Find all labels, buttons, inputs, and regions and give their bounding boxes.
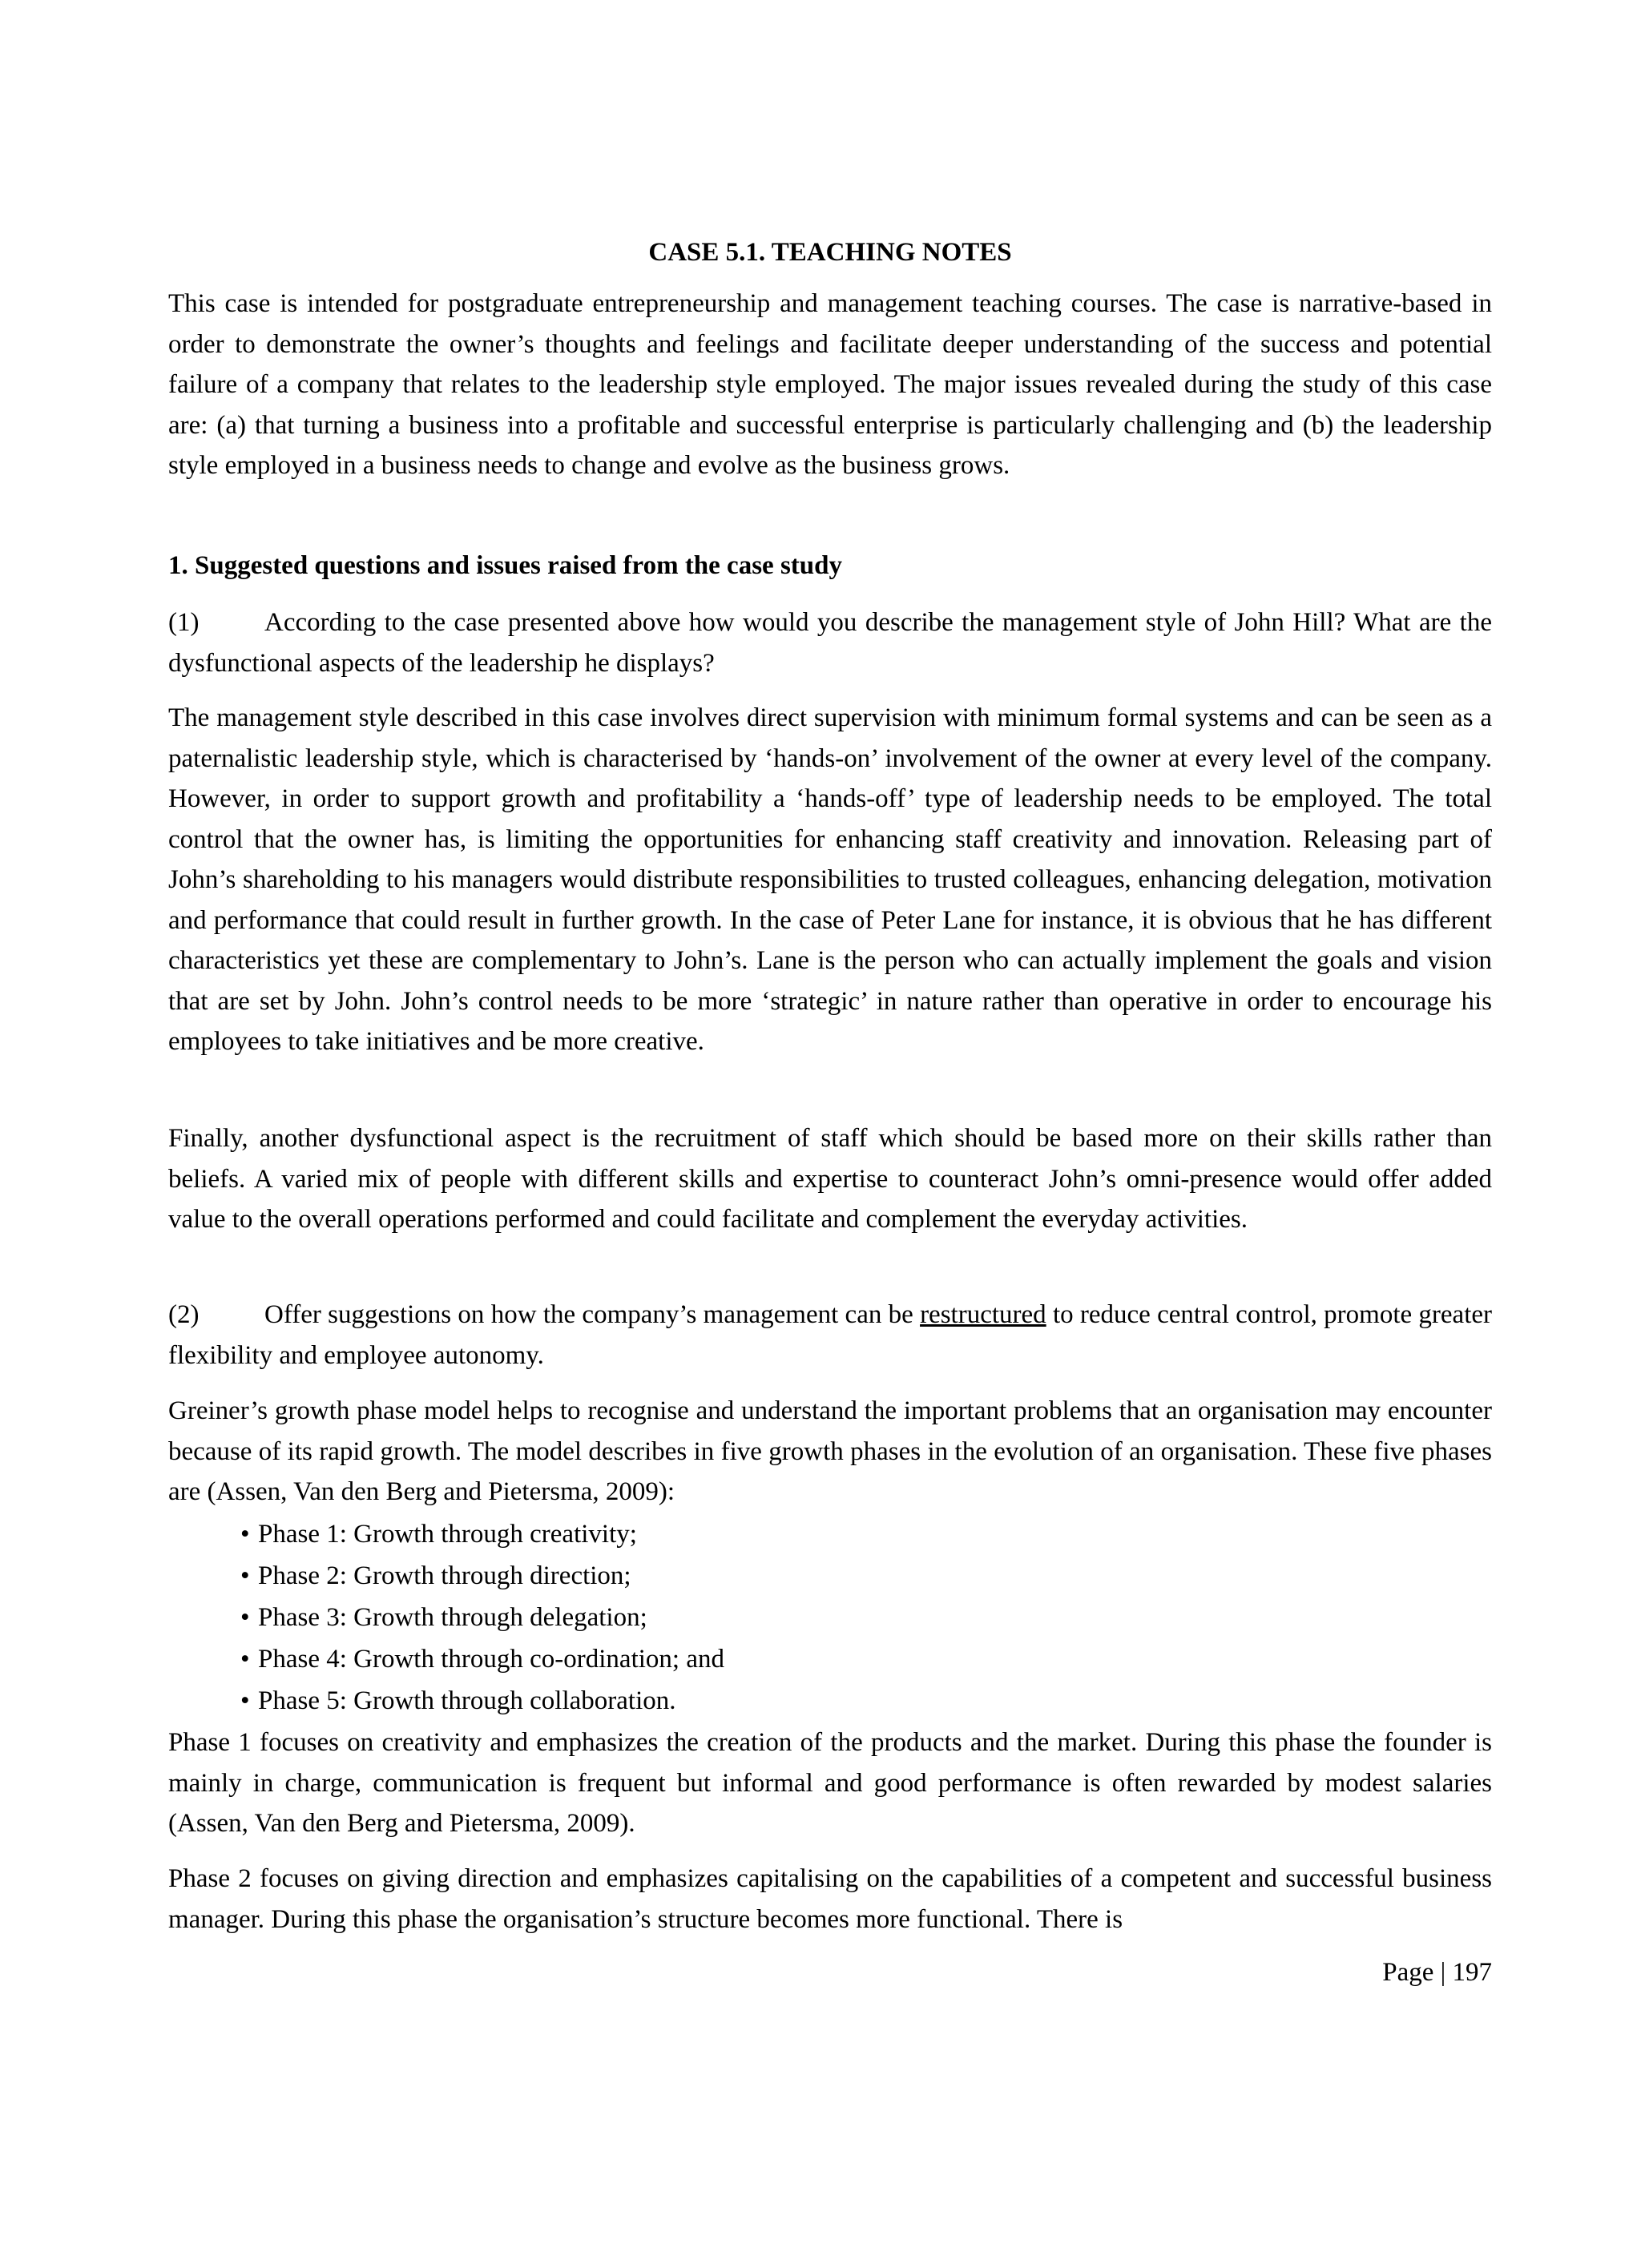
- question-text-end: to reduce central control, promote greater flexibility and employee autonomy.: [168, 1300, 1492, 1370]
- bullet-icon: •: [240, 1686, 250, 1715]
- question-1: [168, 602, 1492, 683]
- list-item: • Phase 2: Growth through direction;: [240, 1555, 1442, 1597]
- question-2: [168, 1295, 1492, 1376]
- management-style-paragraph: The management style described in this case involves direct supervision with minimum formal systems and can be seen as a paternalistic leadership style, which is characterised by ‘hands-on’ involvement of the owner at every level of the company. However, in order to support growth and profitability a ‘hands-off’ type of leadership needs to be employed. The total control that the owner has, is limiting the opportunities for enhancing staff creativity and innovation. Releasing part of John’s shareholding to his managers would distribute responsibilities to trusted colleagues, enhancing delegation, motivation and performance that could result in further growth. In the case of Peter Lane for instance, it is obvious that he has different characteristics yet these are complementary to John’s. Lane is the person who can actually implement the goals and vision that are set by John. John’s control needs to be more ‘strategic’ in nature rather than operative in order to encourage his employees to take initiatives and be more creative.: [168, 703, 1492, 1056]
- list-item: • Phase 5: Growth through collaboration.: [240, 1680, 1442, 1722]
- question-number: (2): [168, 1300, 200, 1329]
- question-text-start: Offer suggestions on how the company’s management can be: [264, 1300, 921, 1329]
- list-item: • Phase 1: Growth through creativity;: [240, 1513, 1442, 1555]
- phase2-paragraph: Phase 2 focuses on giving direction and emphasizes capitalising on the capabilities of a competent and successful business manager. During this phase the organisation’s structure becomes more functional. There is: [168, 1864, 1492, 1934]
- page-title: CASE 5.1. TEACHING NOTES: [648, 238, 1012, 267]
- dysfunctional-aspect-paragraph: Finally, another dysfunctional aspect is the recruitment of staff which should be based more on their skills rather than beliefs. A varied mix of people with different skills and expertise to counteract John’s omni-presence would offer added value to the overall operations performed and could facilitate and complement the everyday activities.: [168, 1124, 1492, 1234]
- page-number: Page | 197: [1382, 1958, 1492, 1987]
- phase1-paragraph: Phase 1 focuses on creativity and emphasizes the creation of the products and the market. During this phase the founder is mainly in charge, communication is frequent but informal and good performance is often rewarded by modest salaries (Assen, Van den Berg and Pietersma, 2009).: [168, 1728, 1492, 1838]
- bullet-icon: •: [240, 1520, 250, 1549]
- question-number: (1): [168, 608, 200, 637]
- phase-list: [240, 1513, 1442, 1722]
- bullet-icon: •: [240, 1645, 250, 1674]
- bullet-icon: •: [240, 1603, 250, 1632]
- section-heading: 1. Suggested questions and issues raised from the case study: [168, 551, 842, 580]
- bullet-icon: •: [240, 1561, 250, 1590]
- list-item: • Phase 4: Growth through co-ordination; and: [240, 1638, 1442, 1680]
- greiner-paragraph: Greiner’s growth phase model helps to recognise and understand the important problems that an organisation may encounter because of its rapid growth. The model describes in five growth phases in the evolution of an organisation. These five phases are (Assen, Van den Berg and Pietersma, 2009):: [168, 1396, 1492, 1506]
- list-item: • Phase 3: Growth through delegation;: [240, 1597, 1442, 1638]
- intro-paragraph: This case is intended for postgraduate entrepreneurship and management teaching courses. The case is narrative-based in order to demonstrate the owner’s thoughts and feelings and facilitate deeper understanding of the success and potential failure of a company that relates to the leadership style employed. The major issues revealed during the study of this case are: (a) that turning a business into a profitable and successful enterprise is particularly challenging and (b) the leadership style employed in a business needs to change and evolve as the business grows.: [168, 289, 1492, 480]
- question-text: According to the case presented above how would you describe the management style of John Hill? What are the dysfunctional aspects of the leadership he displays?: [168, 608, 1492, 678]
- underlined-word: restructured: [920, 1300, 1046, 1329]
